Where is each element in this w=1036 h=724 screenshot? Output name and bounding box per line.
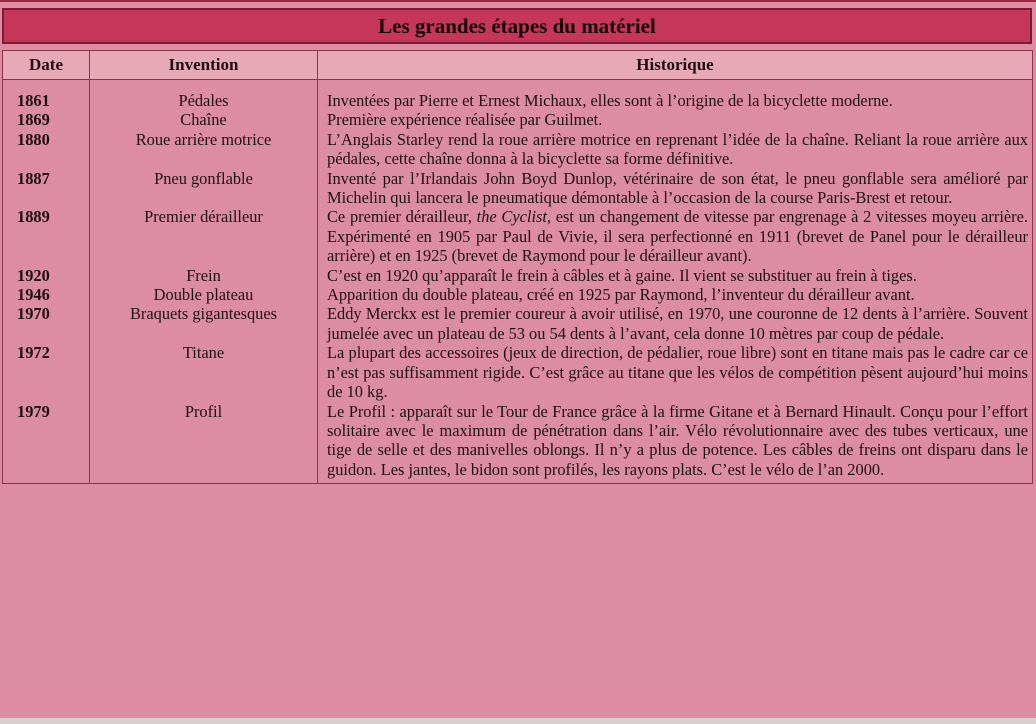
row-invention: Roue arrière motrice	[90, 130, 318, 169]
history-text: Ce premier dérailleur,	[327, 207, 477, 227]
table-row	[3, 266, 1033, 285]
table-title: Les grandes étapes du matériel	[2, 8, 1032, 44]
row-history	[318, 207, 1033, 265]
row-invention: Pédales	[90, 91, 318, 110]
row-history: L’Anglais Starley rend la roue arrière motrice en reprenant l’idée de la chaîne. Reliant la roue arrière aux pédales, cette chaîne donna à la bicyclette sa forme définitive.	[318, 130, 1033, 169]
row-invention: Premier dérailleur	[90, 207, 318, 265]
row-invention: Double plateau	[90, 285, 318, 304]
row-history: La plupart des accessoires (jeux de direction, de pédalier, roue libre) sont en titane mais pas le cadre car ce n’est pas suffisamment rigide. C’est grâce au titane que les vélos de compétition pèsent aujourd’hui moins de 10 kg.	[318, 343, 1033, 401]
table-row	[3, 91, 1033, 110]
row-history: Eddy Merckx est le premier coureur à avoir utilisé, en 1970, une couronne de 12 dents à l’arrière. Souvent jumelée avec un plateau de 53 ou 54 dents à l’avant, cela donne 10 mètres par coup de pédale.	[318, 304, 1033, 343]
row-date: 1889	[3, 207, 90, 265]
row-invention: Chaîne	[90, 110, 318, 129]
table-row	[3, 285, 1033, 304]
table-row	[3, 169, 1033, 208]
row-history: C’est en 1920 qu’apparaît le frein à câbles et à gaine. Il vient se substituer au frein à tiges.	[318, 266, 1033, 285]
column-header-historique: Historique	[318, 51, 1033, 80]
row-date: 1920	[3, 266, 90, 285]
product-name: the Cyclist	[476, 207, 547, 227]
row-date: 1979	[3, 402, 90, 484]
history-text: , est un changement de vitesse par engrenage à 2 vitesses moyeu arrière. Expérimenté en 1905 par Paul de Vivie, il sera perfectionné en 1911 (brevet de Panel pour le dérailleur arrière) et en 1925 (brevet de Raymond pour le dérailleur avant).	[327, 207, 1028, 266]
row-history: Le Profil : apparaît sur le Tour de France grâce à la firme Gitane et à Bernard Hinault. Conçu pour l’effort solitaire avec le maximum de pénétration dans l’air. Vélo révolutionnaire avec des tubes verticaux, une tige de selle et des manivelles oblongs. Il n’y a plus de potence. Les câbles de freins ont disparu dans le guidon. Les jantes, le bidon sont profilés, les rayons plats. C’est le vélo de l’an 2000.	[318, 402, 1033, 484]
row-date: 1869	[3, 110, 90, 129]
row-invention: Profil	[90, 402, 318, 484]
row-invention: Frein	[90, 266, 318, 285]
row-date: 1970	[3, 304, 90, 343]
row-date: 1880	[3, 130, 90, 169]
table-row	[3, 343, 1033, 401]
spacer-row	[3, 80, 1033, 92]
table-row	[3, 402, 1033, 484]
row-history: Première expérience réalisée par Guilmet.	[318, 110, 1033, 129]
header-row	[3, 51, 1033, 80]
table-row	[3, 207, 1033, 265]
column-header-invention: Invention	[90, 51, 318, 80]
row-date: 1946	[3, 285, 90, 304]
row-history: Apparition du double plateau, créé en 1925 par Raymond, l’inventeur du dérailleur avant.	[318, 285, 1033, 304]
row-invention: Braquets gigantesques	[90, 304, 318, 343]
row-date: 1887	[3, 169, 90, 208]
table-row	[3, 304, 1033, 343]
table-row	[3, 130, 1033, 169]
row-date: 1861	[3, 91, 90, 110]
column-header-date: Date	[3, 51, 90, 80]
row-invention: Pneu gonflable	[90, 169, 318, 208]
row-date: 1972	[3, 343, 90, 401]
row-invention: Titane	[90, 343, 318, 401]
inventions-table	[2, 50, 1033, 484]
row-history: Inventées par Pierre et Ernest Michaux, elles sont à l’origine de la bicyclette moderne.	[318, 91, 1033, 110]
row-history: Inventé par l’Irlandais John Boyd Dunlop, vétérinaire de son état, le pneu gonflable sera amélioré par Michelin qui lancera le pneumatique démontable à l’occasion de la course Paris-Brest et retour.	[318, 169, 1033, 208]
table-row	[3, 110, 1033, 129]
